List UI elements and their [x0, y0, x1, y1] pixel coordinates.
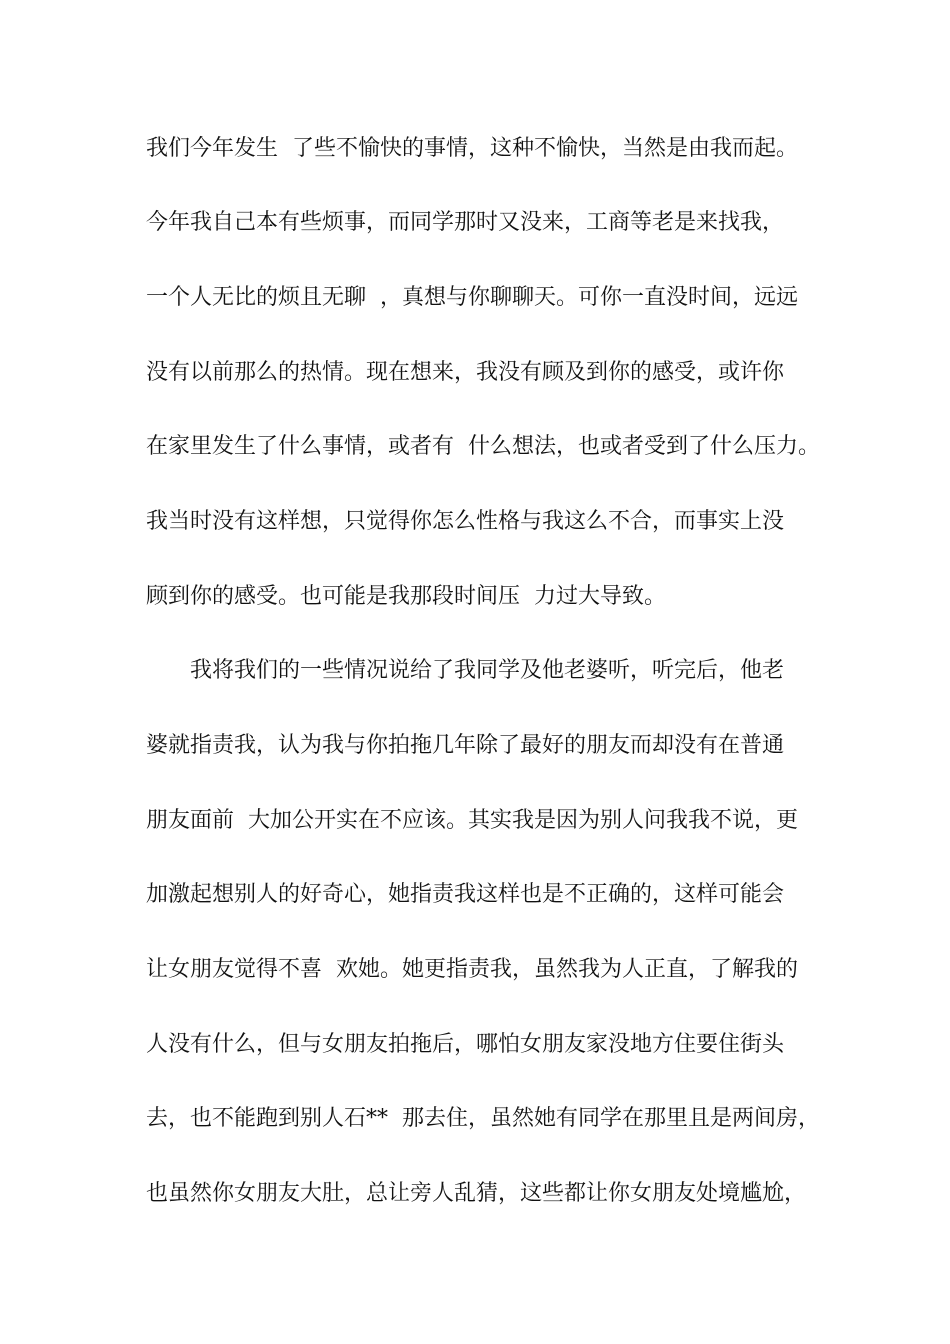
text-line-10: 朋友面前 大加公开实在不应该。其实我是因为别人问我我不说，更 — [146, 808, 798, 833]
text-line-9: 婆就指责我，认为我与你拍拖几年除了最好的朋友而却没有在普通 — [146, 733, 785, 758]
text-line-7: 顾到你的感受。也可能是我那段时间压 力过大导致。 — [146, 584, 666, 609]
text-line-11: 加激起想别人的好奇心，她指责我这样也是不正确的，这样可能会 — [146, 882, 785, 907]
text-line-3: 一个人无比的烦且无聊 ，真想与你聊聊天。可你一直没时间，远远 — [146, 285, 798, 310]
text-line-6: 我当时没有这样想，只觉得你怎么性格与我这么不合，而事实上没 — [146, 509, 785, 534]
text-line-1: 我们今年发生 了些不愉快的事情，这种不愉快，当然是由我而起。 — [146, 136, 798, 161]
text-line-4: 没有以前那么的热情。现在想来，我没有顾及到你的感受，或许你 — [146, 360, 785, 385]
text-line-15: 也虽然你女朋友大肚，总让旁人乱猜，这些都让你女朋友处境尴尬， — [146, 1181, 807, 1206]
text-line-8-paragraph-start: 我将我们的一些情况说给了我同学及他老婆听，听完后，他老 — [190, 658, 785, 683]
text-line-5: 在家里发生了什么事情，或者有 什么想法，也或者受到了什么压力。 — [146, 434, 820, 459]
text-line-12: 让女朋友觉得不喜 欢她。她更指责我，虽然我为人正直，了解我的 — [146, 957, 798, 982]
text-line-13: 人没有什么，但与女朋友拍拖后，哪怕女朋友家没地方住要住街头 — [146, 1032, 785, 1057]
text-line-2: 今年我自己本有些烦事，而同学那时又没来，工商等老是来找我， — [146, 210, 785, 235]
text-line-14: 去，也不能跑到别人石** 那去住，虽然她有同学在那里且是两间房， — [146, 1106, 820, 1131]
